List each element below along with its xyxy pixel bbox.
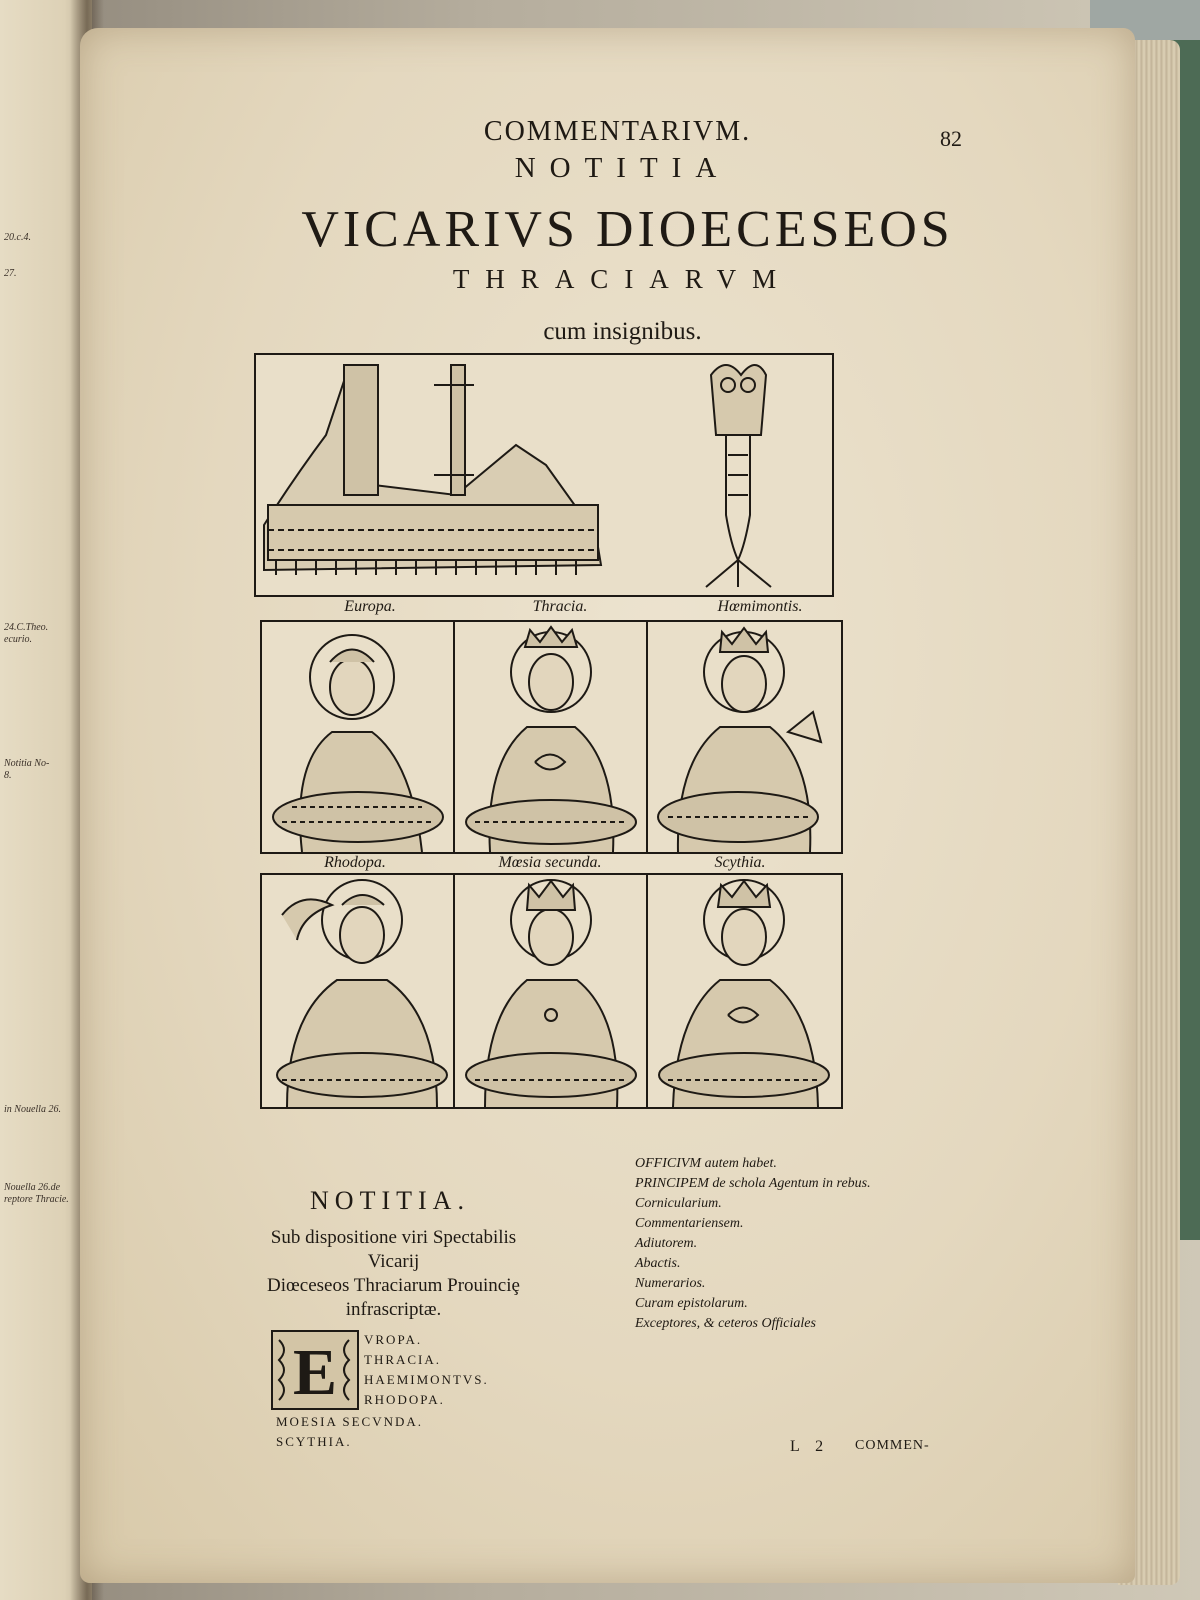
portrait-panel	[453, 620, 650, 854]
plate-label: Mœsia secunda.	[498, 854, 602, 871]
insignia-panel	[254, 353, 834, 597]
margin-note: 20.c.4.	[4, 232, 31, 243]
folio-number: 82	[940, 126, 962, 151]
officium-line: Abactis.	[635, 1256, 681, 1271]
notitia-heading: NOTITIA	[514, 152, 731, 184]
portrait-woodcut	[262, 622, 455, 852]
sentence-line: infrascriptæ.	[345, 1299, 442, 1320]
margin-note: 27.	[4, 268, 17, 279]
province-item: SCYTHIA.	[276, 1434, 352, 1449]
insignia-woodcut	[256, 355, 832, 595]
officium-line: Commentariensem.	[635, 1216, 744, 1231]
officium-line: PRINCIPEM de schola Agentum in rebus.	[635, 1176, 871, 1191]
margin-note: Nouella 26.de reptore Thracie.	[4, 1182, 69, 1205]
portrait-panel	[260, 620, 457, 854]
plate-label: Rhodopa.	[324, 854, 386, 871]
margin-note: Notitia No- 8.	[4, 758, 50, 781]
province-item: VROPA.	[364, 1332, 423, 1347]
province-item: RHODOPA.	[364, 1392, 445, 1407]
margin-note: 24.C.Theo. ecurio.	[4, 622, 49, 645]
page-title: VICARIVS DIOECESEOS	[301, 201, 954, 258]
catchword: COMMEN-	[855, 1438, 930, 1453]
plate-label: Hœmimontis.	[717, 598, 803, 615]
province-item: MOESIA SECVNDA.	[276, 1414, 424, 1429]
officium-line: Cornicularium.	[635, 1196, 722, 1211]
portrait-woodcut	[455, 622, 648, 852]
officium-line: OFFICIVM autem habet.	[635, 1156, 777, 1171]
officium-line: Curam epistolarum.	[635, 1296, 748, 1311]
province-item: HAEMIMONTVS.	[364, 1372, 489, 1387]
portrait-woodcut	[648, 622, 841, 852]
plate-label: Thracia.	[532, 598, 588, 615]
title-caption: cum insignibus.	[543, 318, 702, 345]
right-page	[80, 28, 1135, 1583]
sentence-line: Sub dispositione viri Spectabilis Vicarij	[270, 1227, 517, 1272]
plate-label: Europa.	[344, 598, 396, 615]
sentence-line: Diœceseos Thraciarum Prouinciȩ	[267, 1275, 520, 1296]
decorated-initial	[271, 1330, 359, 1410]
ornament-icon	[271, 1330, 359, 1410]
portrait-panel	[453, 873, 650, 1109]
plate-label: Scythia.	[714, 854, 766, 871]
portrait-panel	[646, 873, 843, 1109]
running-head: COMMENTARIVM.	[483, 116, 752, 147]
initial-letter: E	[292, 1336, 338, 1409]
portrait-woodcut	[648, 875, 841, 1107]
portrait-woodcut	[262, 875, 455, 1107]
notitia-title: NOTITIA.	[310, 1186, 470, 1215]
margin-note: in Nouella 26.	[4, 1104, 61, 1115]
portrait-panel	[260, 873, 457, 1109]
page-subtitle: THRACIARVM	[452, 264, 793, 294]
province-item: THRACIA.	[364, 1352, 442, 1367]
officium-line: Exceptores, & ceteros Officiales	[635, 1316, 816, 1331]
portrait-panel	[646, 620, 843, 854]
officium-line: Adiutorem.	[635, 1236, 698, 1251]
officium-line: Numerarios.	[635, 1276, 706, 1291]
notitia-sentence	[266, 1226, 521, 1322]
signature-mark: L 2	[790, 1438, 830, 1455]
portrait-woodcut	[455, 875, 648, 1107]
